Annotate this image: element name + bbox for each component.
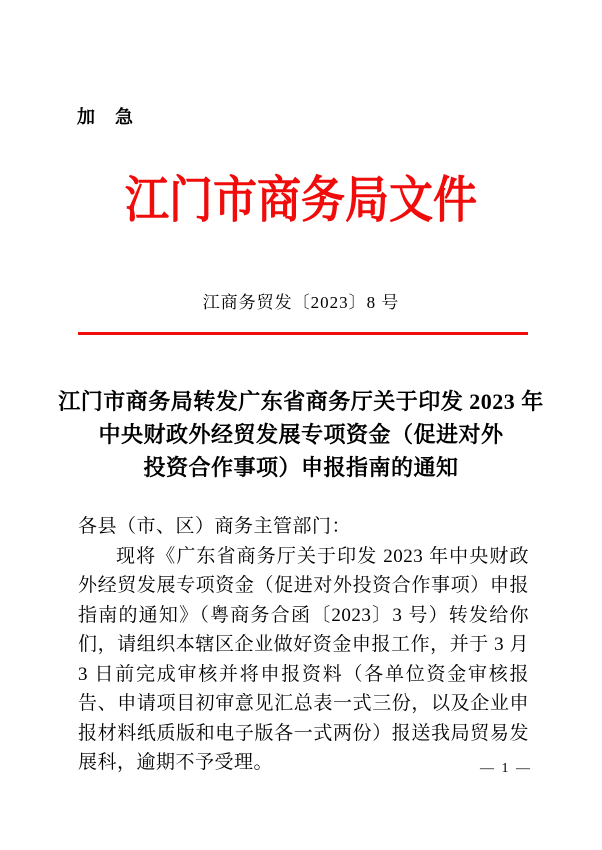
agency-letterhead-title: 江门市商务局文件	[124, 172, 477, 228]
document-title-line-3: 投资合作事项）申报指南的通知	[143, 455, 459, 480]
red-divider-line	[78, 332, 528, 335]
body-paragraph: 现将《广东省商务厅关于印发 2023 年中央财政外经贸发展专项资金（促进对外投资合作事项）申报指南的通知》（粤商务合函〔2023〕3 号）转发给你们，请组织本辖区企业做好资金申报工作，并于 3 月 3 日前完成审核并将申报资料（各单位资金审核报告、申请项目初审意见汇总表一式三份，以及企业申报材料纸质版和电子版各一式两份）报送我局贸易发展科，逾期不予受理。	[78, 545, 529, 773]
urgent-label: 加 急	[77, 107, 134, 127]
document-number: 江商务贸发〔2023〕8 号	[202, 293, 400, 312]
document-title-line-2: 中央财政外经贸发展专项资金（促进对外	[98, 422, 504, 447]
salutation-line: 各县（市、区）商务主管部门：	[78, 516, 352, 537]
document-body	[78, 512, 529, 778]
document-title-line-1: 江门市商务局转发广东省商务厅关于印发 2023 年	[58, 389, 544, 414]
document-title	[50, 385, 552, 484]
page-number: — 1 —	[480, 761, 532, 776]
